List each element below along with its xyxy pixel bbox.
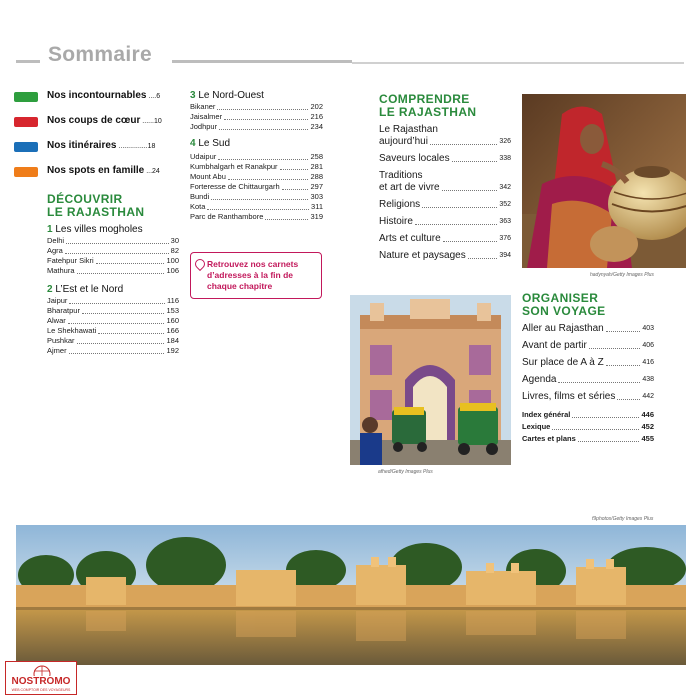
entry-label: Saveurs locales [379, 153, 450, 164]
entry-page: 442 [642, 393, 654, 400]
red-swatch [14, 117, 38, 127]
leader-dots [218, 158, 308, 160]
toc-entry[interactable] [522, 357, 654, 369]
toc-entry[interactable] [47, 266, 179, 276]
toc-entry[interactable] [190, 172, 323, 182]
entry-label: Avant de partir [522, 340, 587, 351]
leader-dots [207, 208, 309, 210]
entry-label: Sur place de A à Z [522, 357, 604, 368]
comprendre-list [379, 124, 511, 267]
leader-dots [282, 188, 309, 190]
city-gate-illustration [350, 295, 511, 465]
entry-page: 288 [310, 172, 323, 181]
leader-dots [430, 144, 497, 145]
section-title-comprendre: COMPRENDRE LE RAJASTHAN [379, 92, 477, 119]
entry-page: 184 [166, 336, 179, 345]
entry-label: aujourd’hui [379, 136, 428, 147]
photo-lake-panorama [16, 525, 686, 665]
toc-entry[interactable] [522, 410, 654, 420]
leader-dots [77, 342, 165, 344]
entry-page: 116 [167, 296, 179, 305]
leader-dots [69, 302, 165, 304]
orange-swatch [14, 167, 38, 177]
entry-page: 311 [311, 202, 323, 211]
entry-label: Fatehpur Sikri [47, 256, 94, 265]
leader-dots [442, 190, 498, 191]
entry-page: 160 [166, 316, 179, 325]
toc-entry[interactable] [47, 236, 179, 246]
photo-city-gate [350, 295, 511, 465]
legend-item-itineraires[interactable]: Nos itinéraires ...............18 [14, 140, 174, 156]
organiser-index-list [522, 410, 654, 446]
entry-label: Histoire [379, 216, 413, 227]
entry-label: Le Shekhawati [47, 326, 97, 335]
leader-dots [82, 312, 165, 314]
entry-page: 234 [310, 122, 323, 131]
header-rule-right [352, 62, 684, 64]
entry-page: 438 [642, 376, 654, 383]
entry-page: 326 [499, 138, 511, 145]
entry-page: 452 [641, 422, 654, 431]
addresses-callout: Retrouvez nos carnets d’adresses à la fin de chaque chapitre [190, 252, 322, 299]
leader-dots [96, 262, 165, 264]
legend-page: 6 [156, 93, 161, 100]
toc-entry[interactable] [190, 182, 323, 192]
entry-label: Agenda [522, 374, 557, 385]
entry-label: Mathura [47, 266, 75, 275]
entry-page: 202 [310, 102, 323, 111]
toc-entry[interactable] [379, 216, 511, 228]
entry-label: Lexique [522, 422, 551, 431]
toc-entry[interactable] [190, 212, 323, 222]
toc-entry[interactable] [47, 316, 179, 326]
entry-page: 352 [499, 201, 511, 208]
toc-entry[interactable] [47, 326, 179, 336]
entry-label: Mount Abu [190, 172, 226, 181]
entry-label: Cartes et plans [522, 434, 576, 443]
lake-panorama-illustration [16, 525, 686, 665]
legend-item-coups-de-coeur[interactable]: Nos coups de cœur ......10 [14, 115, 174, 131]
entry-page: 100 [166, 256, 179, 265]
leader-dots [558, 382, 640, 383]
leader-dots [578, 440, 640, 442]
entry-label: Delhi [47, 236, 65, 245]
entry-page: 394 [499, 252, 511, 259]
entry-label: Udaipur [190, 152, 217, 161]
entry-page: 406 [642, 342, 654, 349]
entry-page: 455 [641, 434, 654, 443]
toc-entry[interactable] [190, 162, 323, 172]
entry-page: 416 [642, 359, 654, 366]
leader-dots [219, 128, 308, 130]
leader-dots [280, 168, 309, 170]
toc-entry[interactable] [522, 323, 654, 335]
toc-entry[interactable] [379, 199, 511, 211]
leader-dots [589, 348, 640, 349]
entry-page: 216 [310, 112, 323, 121]
leader-dots [98, 332, 164, 334]
chapter-3-list [190, 102, 323, 132]
entry-label: Alwar [47, 316, 66, 325]
toc-entry[interactable] [47, 296, 179, 306]
entry-label: Bharatpur [47, 306, 80, 315]
legend-label: Nos coups de cœur [47, 115, 141, 126]
green-swatch [14, 92, 38, 102]
toc-entry[interactable] [190, 102, 323, 112]
entry-page: 166 [166, 326, 179, 335]
chapter-2-list [47, 296, 179, 356]
toc-entry[interactable] [190, 122, 323, 132]
leader-dots [443, 241, 498, 242]
legend-page: 10 [153, 118, 162, 125]
toc-entry[interactable] [522, 340, 654, 352]
toc-entry[interactable] [47, 336, 179, 346]
legend-item-spots-famille[interactable]: Nos spots en famille ...24 [14, 165, 174, 181]
blue-swatch [14, 142, 38, 152]
globe-logo-icon [33, 664, 51, 676]
toc-entry[interactable] [379, 250, 511, 262]
entry-label: Aller au Rajasthan [522, 323, 604, 334]
leader-dots [228, 178, 309, 180]
entry-page: 376 [499, 235, 511, 242]
toc-entry[interactable] [379, 233, 511, 245]
entry-page: 446 [641, 410, 654, 419]
page-title: Sommaire [48, 43, 152, 66]
entry-page: 319 [310, 212, 323, 221]
leader-dots [65, 252, 169, 254]
leader-dots [552, 428, 639, 430]
toc-entry[interactable] [379, 153, 511, 165]
entry-page: 106 [166, 266, 179, 275]
chapter-4-title: 4 Le Sud [190, 138, 231, 149]
chapter-3-title: 3 Le Nord-Ouest [190, 90, 264, 101]
entry-label: Arts et culture [379, 233, 441, 244]
entry-label: Jaipur [47, 296, 68, 305]
entry-label: Jaisalmer [190, 112, 223, 121]
photo-credit-1: hadynyah/Getty Images Plus [590, 272, 654, 278]
toc-entry[interactable] [379, 136, 511, 148]
entry-label: Bundi [190, 192, 210, 201]
entry-page: 82 [170, 246, 179, 255]
entry-page: 258 [310, 152, 323, 161]
legend-item-incontournables[interactable]: Nos incontournables ....6 [14, 90, 174, 106]
toc-entry[interactable] [522, 374, 654, 386]
entry-label: Kota [190, 202, 206, 211]
toc-entry[interactable] [47, 256, 179, 266]
chapter-4-list [190, 152, 323, 222]
header-rule-left [16, 60, 40, 63]
toc-entry[interactable] [522, 434, 654, 444]
legend-label: Nos itinéraires [47, 140, 117, 151]
entry-label-line1: Traditions [379, 170, 423, 181]
leader-dots [468, 258, 498, 259]
legend-page: 24 [152, 168, 160, 175]
entry-page: 153 [166, 306, 179, 315]
entry-label: Jodhpur [190, 122, 218, 131]
header-rule-middle [172, 60, 352, 63]
leader-dots [217, 108, 308, 110]
photo-credit-3: f9photos/Getty Images Plus [592, 516, 654, 522]
chapter-2-title: 2 L’Est et le Nord [47, 284, 124, 295]
entry-label: Nature et paysages [379, 250, 466, 261]
section-title-decouvrir: DÉCOUVRIR LE RAJASTHAN [47, 192, 145, 219]
toc-entry[interactable] [190, 202, 323, 212]
entry-label: Ajmer [47, 346, 67, 355]
entry-label: Forteresse de Chittaurgarh [190, 182, 280, 191]
leader-dots [452, 161, 498, 162]
leader-dots [415, 224, 497, 225]
entry-page: 297 [310, 182, 323, 191]
leader-dots [224, 118, 308, 120]
entry-label: Agra [47, 246, 63, 255]
leader-dots [66, 242, 169, 244]
photo-woman-pottery [522, 94, 686, 268]
entry-label-line1: Le Rajasthan [379, 124, 438, 135]
entry-page: 403 [642, 325, 654, 332]
leader-dots [265, 218, 308, 220]
entry-label: Bikaner [190, 102, 216, 111]
entry-page: 281 [310, 162, 323, 171]
entry-page: 363 [499, 218, 511, 225]
leader-dots [68, 322, 165, 324]
leader-dots [69, 352, 165, 354]
leader-dots [572, 416, 639, 418]
section-title-organiser: ORGANISER SON VOYAGE [522, 291, 606, 318]
entry-page: 342 [499, 184, 511, 191]
leader-dots [211, 198, 308, 200]
organiser-list [522, 323, 654, 408]
leader-dots [617, 399, 640, 400]
leader-dots [606, 365, 641, 366]
entry-page: 338 [499, 155, 511, 162]
leader-dots [606, 331, 641, 332]
legend-label: Nos incontournables [47, 90, 147, 101]
toc-entry[interactable] [190, 152, 323, 162]
legend-page: 18 [147, 143, 156, 150]
nostromo-watermark: NOSTROMO WEB COMPTOIR DES VOYAGEURS [5, 661, 77, 695]
chapter-1-title: 1 Les villes mogholes [47, 224, 143, 235]
toc-entry[interactable] [190, 112, 323, 122]
entry-page: 303 [310, 192, 323, 201]
map-pin-icon [193, 257, 207, 271]
woman-pottery-illustration [522, 94, 686, 268]
toc-entry[interactable] [522, 422, 654, 432]
entry-label: Index général [522, 410, 571, 419]
entry-label: Pushkar [47, 336, 75, 345]
photo-credit-2: afhed/Getty Images Plus [378, 469, 433, 475]
legend-label: Nos spots en famille [47, 165, 145, 176]
entry-label: Parc de Ranthambore [190, 212, 264, 221]
entry-page: 30 [170, 236, 179, 245]
entry-label: Kumbhalgarh et Ranakpur [190, 162, 278, 171]
entry-label: Livres, films et séries [522, 391, 616, 402]
entry-label: Religions [379, 199, 421, 210]
toc-entry[interactable] [522, 391, 654, 403]
chapter-1-list [47, 236, 179, 276]
toc-entry[interactable] [379, 182, 511, 194]
leader-dots [422, 207, 497, 208]
toc-entry[interactable] [190, 192, 323, 202]
entry-page: 192 [166, 346, 179, 355]
entry-label: et art de vivre [379, 182, 440, 193]
toc-entry[interactable] [47, 346, 179, 356]
toc-entry[interactable] [47, 306, 179, 316]
leader-dots [77, 272, 165, 274]
toc-entry[interactable] [47, 246, 179, 256]
